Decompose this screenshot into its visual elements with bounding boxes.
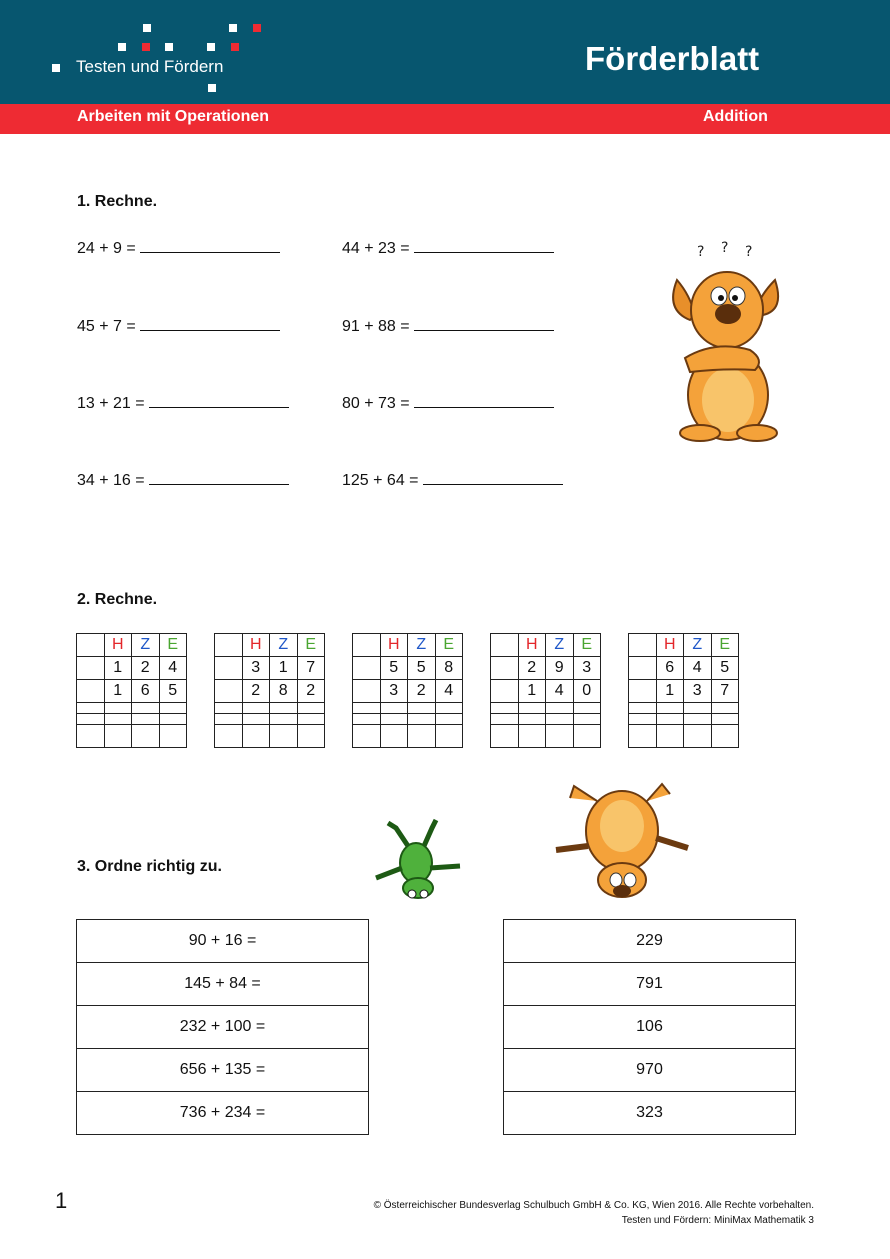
thinking-dog-illustration bbox=[655, 240, 795, 450]
equation: 44 + 23 = bbox=[342, 240, 554, 258]
place-value-table: H Z E 2 9 3 1 4 0 bbox=[490, 633, 601, 748]
matching-result[interactable]: 323 bbox=[504, 1092, 796, 1135]
topic-label: Addition bbox=[703, 108, 768, 125]
equation: 80 + 73 = bbox=[342, 395, 554, 413]
svg-text:?: ? bbox=[745, 244, 753, 260]
logo-text: Testen und Fördern bbox=[76, 57, 224, 76]
equation: 13 + 21 = bbox=[77, 395, 289, 413]
answer-blank[interactable] bbox=[414, 240, 554, 253]
matching-left-table bbox=[76, 919, 369, 1135]
equation: 91 + 88 = bbox=[342, 318, 554, 336]
page-number: 1 bbox=[55, 1188, 68, 1213]
dog-handstand-illustration bbox=[552, 776, 692, 901]
svg-text:?: ? bbox=[697, 244, 705, 260]
answer-blank[interactable] bbox=[149, 395, 289, 408]
matching-result[interactable]: 970 bbox=[504, 1049, 796, 1092]
place-value-table: H Z E 1 2 4 1 6 5 bbox=[76, 633, 187, 748]
task1-title: 1. Rechne. bbox=[77, 193, 158, 210]
matching-expression[interactable]: 736 + 234 = bbox=[77, 1092, 369, 1135]
series-title: Testen und Fördern: MiniMax Mathematik 3 bbox=[621, 1215, 814, 1226]
equation: 34 + 16 = bbox=[77, 472, 289, 490]
matching-result[interactable]: 106 bbox=[504, 1006, 796, 1049]
matching-expression[interactable]: 232 + 100 = bbox=[77, 1006, 369, 1049]
task3-title: 3. Ordne richtig zu. bbox=[77, 858, 222, 875]
logo-bullet-icon bbox=[52, 64, 60, 72]
page-title: Förderblatt bbox=[585, 40, 760, 77]
place-value-table: H Z E 3 1 7 2 8 2 bbox=[214, 633, 325, 748]
place-value-table: H Z E 5 5 8 3 2 4 bbox=[352, 633, 463, 748]
matching-result[interactable]: 229 bbox=[504, 920, 796, 963]
answer-blank[interactable] bbox=[423, 472, 563, 485]
equation: 24 + 9 = bbox=[77, 240, 280, 258]
logo bbox=[0, 0, 300, 100]
svg-text:?: ? bbox=[721, 240, 729, 256]
copyright-notice: © Österreichischer Bundesverlag Schulbuch GmbH & Co. KG, Wien 2016. Alle Rechte vorbehalten. bbox=[373, 1200, 814, 1211]
answer-blank[interactable] bbox=[140, 240, 280, 253]
matching-result[interactable]: 791 bbox=[504, 963, 796, 1006]
task2-title: 2. Rechne. bbox=[77, 591, 158, 608]
answer-blank[interactable] bbox=[414, 318, 554, 331]
matching-right-table bbox=[503, 919, 796, 1135]
section-title: Arbeiten mit Operationen bbox=[77, 108, 270, 125]
answer-blank[interactable] bbox=[140, 318, 280, 331]
matching-expression[interactable]: 656 + 135 = bbox=[77, 1049, 369, 1092]
answer-blank[interactable] bbox=[414, 395, 554, 408]
matching-expression[interactable]: 145 + 84 = bbox=[77, 963, 369, 1006]
place-value-table: H Z E 6 4 5 1 3 7 bbox=[628, 633, 739, 748]
equation: 45 + 7 = bbox=[77, 318, 280, 336]
frog-handstand-illustration bbox=[368, 818, 468, 903]
matching-expression[interactable]: 90 + 16 = bbox=[77, 920, 369, 963]
answer-blank[interactable] bbox=[149, 472, 289, 485]
equation: 125 + 64 = bbox=[342, 472, 563, 490]
